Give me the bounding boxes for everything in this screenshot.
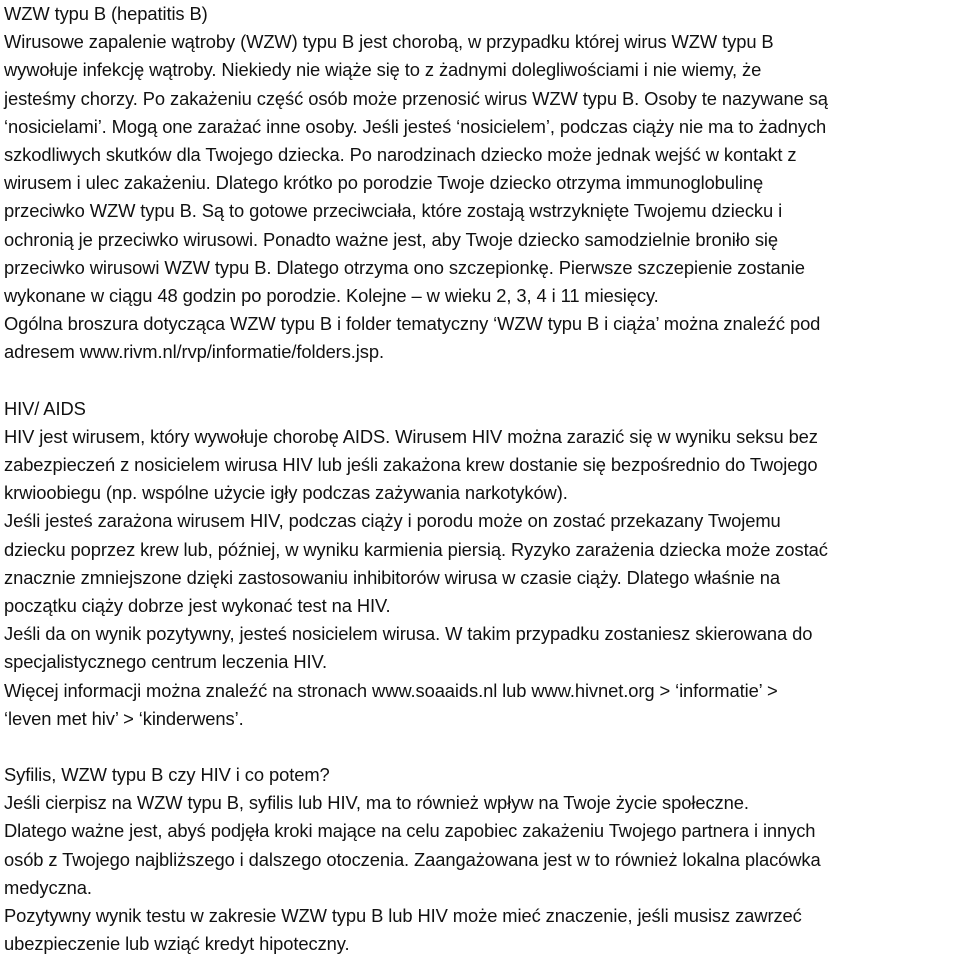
paragraph-line: Jeśli cierpisz na WZW typu B, syfilis lub HIV, ma to również wpływ na Twoje życie społeczne. bbox=[4, 792, 749, 814]
section-hiv-aids bbox=[4, 395, 956, 733]
paragraph-line: specjalistycznego centrum leczenia HIV. bbox=[4, 651, 327, 673]
paragraph-line: Jeśli da on wynik pozytywny, jesteś nosicielem wirusa. W takim przypadku zostaniesz skierowana do bbox=[4, 623, 813, 645]
paragraph-line: Pozytywny wynik testu w zakresie WZW typu B lub HIV może mieć znaczenie, jeśli musisz zawrzeć bbox=[4, 905, 802, 926]
paragraph-line: jesteśmy chorzy. Po zakażeniu część osób może przenosić wirus WZW typu B. Osoby te nazywane są bbox=[4, 87, 828, 109]
paragraph-line: Ogólna broszura dotycząca WZW typu B i folder tematyczny ‘WZW typu B i ciąża’ można znaleźć pod bbox=[4, 313, 821, 335]
paragraph-line: wirusem i ulec zakażeniu. Dlatego krótko po porodzie Twoje dziecko otrzyma immunoglobulinę bbox=[4, 172, 764, 194]
paragraph-line: Jeśli jesteś zarażona wirusem HIV, podczas ciąży i porodu może on zostać przekazany Twojemu bbox=[4, 510, 781, 532]
paragraph-line: HIV jest wirusem, który wywołuje chorobę AIDS. Wirusem HIV można zarazić się w wyniku seksu bez bbox=[4, 425, 818, 447]
section-heading: HIV/ AIDS bbox=[4, 397, 86, 419]
paragraph-line: wywołuje infekcję wątroby. Niekiedy nie wiąże się to z żadnymi dolegliwościami i nie wiemy, że bbox=[4, 59, 762, 81]
paragraph-line: adresem www.rivm.nl/rvp/informatie/folders.jsp. bbox=[4, 341, 384, 363]
paragraph-line: wykonane w ciągu 48 godzin po porodzie. Kolejne – w wieku 2, 3, 4 i 11 miesięcy. bbox=[4, 284, 659, 306]
section-hepatitis-b bbox=[4, 0, 956, 366]
paragraph-line: dziecku poprzez krew lub, później, w wyniku karmienia piersią. Ryzyko zarażenia dziecka może zostać bbox=[4, 538, 828, 560]
blank-line bbox=[4, 366, 956, 394]
paragraph-line: krwioobiegu (np. wspólne użycie igły podczas zażywania narkotyków). bbox=[4, 482, 568, 504]
paragraph-line: ochronią je przeciwko wirusowi. Ponadto ważne jest, aby Twoje dziecko samodzielnie broniło się bbox=[4, 228, 778, 250]
paragraph-line: początku ciąży dobrze jest wykonać test na HIV. bbox=[4, 594, 391, 616]
section-what-next bbox=[4, 761, 956, 958]
blank-line bbox=[4, 733, 956, 761]
paragraph-line: osób z Twojego najbliższego i dalszego otoczenia. Zaangażowana jest w to również lokalna placówka bbox=[4, 848, 821, 870]
section-heading: WZW typu B (hepatitis B) bbox=[4, 3, 208, 24]
paragraph-line: Więcej informacji można znaleźć na stronach www.soaaids.nl lub www.hivnet.org > ‘informatie’ > bbox=[4, 679, 778, 701]
paragraph-line: przeciwko WZW typu B. Są to gotowe przeciwciała, które zostają wstrzyknięte Twojemu dziecku i bbox=[4, 200, 783, 222]
paragraph-line: medyczna. bbox=[4, 876, 92, 898]
paragraph-line: Dlatego ważne jest, abyś podjęła kroki mające na celu zapobiec zakażeniu Twojego partnera i innych bbox=[4, 820, 816, 842]
paragraph-line: ‘leven met hiv’ > ‘kinderwens’. bbox=[4, 707, 244, 729]
section-heading: Syfilis, WZW typu B czy HIV i co potem? bbox=[4, 764, 330, 786]
paragraph-line: ubezpieczenie lub wziąć kredyt hipoteczny. bbox=[4, 933, 350, 955]
paragraph-line: znacznie zmniejszone dzięki zastosowaniu inhibitorów wirusa w czasie ciąży. Dlatego właśnie na bbox=[4, 566, 781, 588]
paragraph-line: zabezpieczeń z nosicielem wirusa HIV lub jeśli zakażona krew dostanie się bezpośrednio do Twojego bbox=[4, 454, 818, 475]
paragraph-line: Wirusowe zapalenie wątroby (WZW) typu B jest chorobą, w przypadku której wirus WZW typu B bbox=[4, 31, 774, 53]
paragraph-line: przeciwko wirusowi WZW typu B. Dlatego otrzyma ono szczepionkę. Pierwsze szczepienie zostanie bbox=[4, 256, 805, 278]
paragraph-line: szkodliwych skutków dla Twojego dziecka. Po narodzinach dziecko może jednak wejść w kontakt z bbox=[4, 143, 797, 165]
paragraph-line: ‘nosicielami’. Mogą one zarażać inne osoby. Jeśli jesteś ‘nosicielem’, podczas ciąży nie ma to żadnych bbox=[4, 115, 827, 137]
